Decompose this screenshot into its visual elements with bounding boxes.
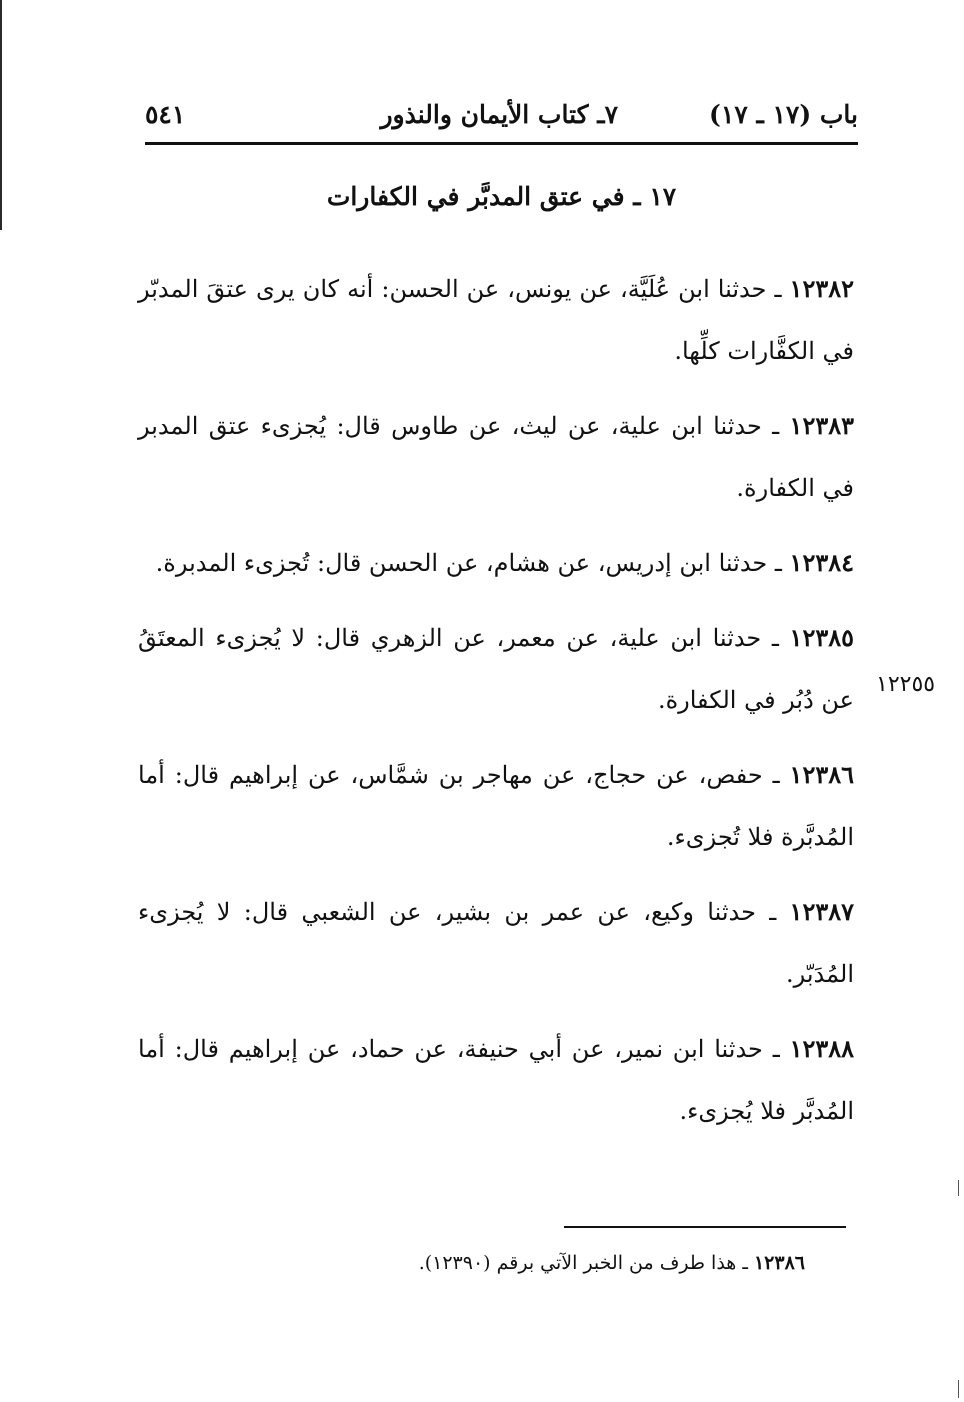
- header-divider: [145, 142, 858, 145]
- hadith-number: ١٢٣٨٧: [789, 897, 854, 926]
- scan-edge-shadow: [0, 0, 2, 230]
- hadith-entry: [138, 607, 854, 731]
- header-chapter-range: باب (١٧ ـ ١٧): [709, 100, 858, 129]
- margin-cross-reference-number: ١٢٢٥٥: [876, 672, 936, 697]
- hadith-number: ١٢٣٨٢: [789, 274, 854, 303]
- hadith-text: ـ حدثنا ابن علية، عن ليث، عن طاوس قال: يُجزىء عتق المدبر في الكفارة.: [138, 412, 854, 502]
- hadith-text: ـ حدثنا ابن عُلَيَّة، عن يونس، عن الحسن: أنه كان يرى عتقَ المدبّر في الكفَّارات كلِّها.: [138, 275, 854, 365]
- scan-edge-mark: [958, 1380, 959, 1398]
- hadith-text: ـ حدثنا ابن نمير، عن أبي حنيفة، عن حماد، عن إبراهيم قال: أما المُدبَّر فلا يُجزىء.: [138, 1035, 854, 1125]
- running-header: [145, 100, 858, 140]
- header-book-title: ٧ـ كتاب الأيمان والنذور: [380, 100, 618, 129]
- hadith-text: ـ حدثنا وكيع، عن عمر بن بشير، عن الشعبي قال: لا يُجزىء المُدَبّر.: [138, 898, 854, 988]
- hadith-entry: [138, 532, 854, 594]
- footnote: [300, 1252, 805, 1274]
- hadith-number: ١٢٣٨٥: [789, 623, 854, 652]
- footnote-divider: [564, 1226, 846, 1228]
- hadith-number: ١٢٣٨٣: [789, 411, 854, 440]
- hadith-entry: [138, 395, 854, 519]
- hadith-text: ـ حدثنا ابن علية، عن معمر، عن الزهري قال: لا يُجزىء المعتَقُ عن دُبُر في الكفارة.: [138, 624, 854, 714]
- scan-edge-mark: [958, 1180, 959, 1196]
- hadith-number: ١٢٣٨٨: [789, 1034, 855, 1063]
- footnote-number: ١٢٣٨٦: [753, 1252, 805, 1274]
- hadith-entry: [138, 258, 854, 382]
- chapter-title: ١٧ ـ في عتق المدبَّر في الكفارات: [326, 182, 677, 211]
- footnote-text: ـ هذا طرف من الخبر الآتي برقم (١٢٣٩٠).: [418, 1252, 754, 1274]
- hadith-entry: [138, 881, 854, 1005]
- hadith-text: ـ حدثنا ابن إدريس، عن هشام، عن الحسن قال: تُجزىء المدبرة.: [155, 549, 790, 577]
- hadith-entry: [138, 1018, 854, 1142]
- hadith-number: ١٢٣٨٦: [789, 760, 854, 789]
- page-number: ٥٤١: [145, 100, 186, 129]
- hadith-entry: [138, 744, 854, 868]
- hadith-entries: [138, 258, 854, 1155]
- hadith-number: ١٢٣٨٤: [789, 548, 854, 577]
- hadith-text: ـ حفص، عن حجاج، عن مهاجر بن شمَّاس، عن إبراهيم قال: أما المُدبَّرة فلا تُجزىء.: [138, 761, 854, 851]
